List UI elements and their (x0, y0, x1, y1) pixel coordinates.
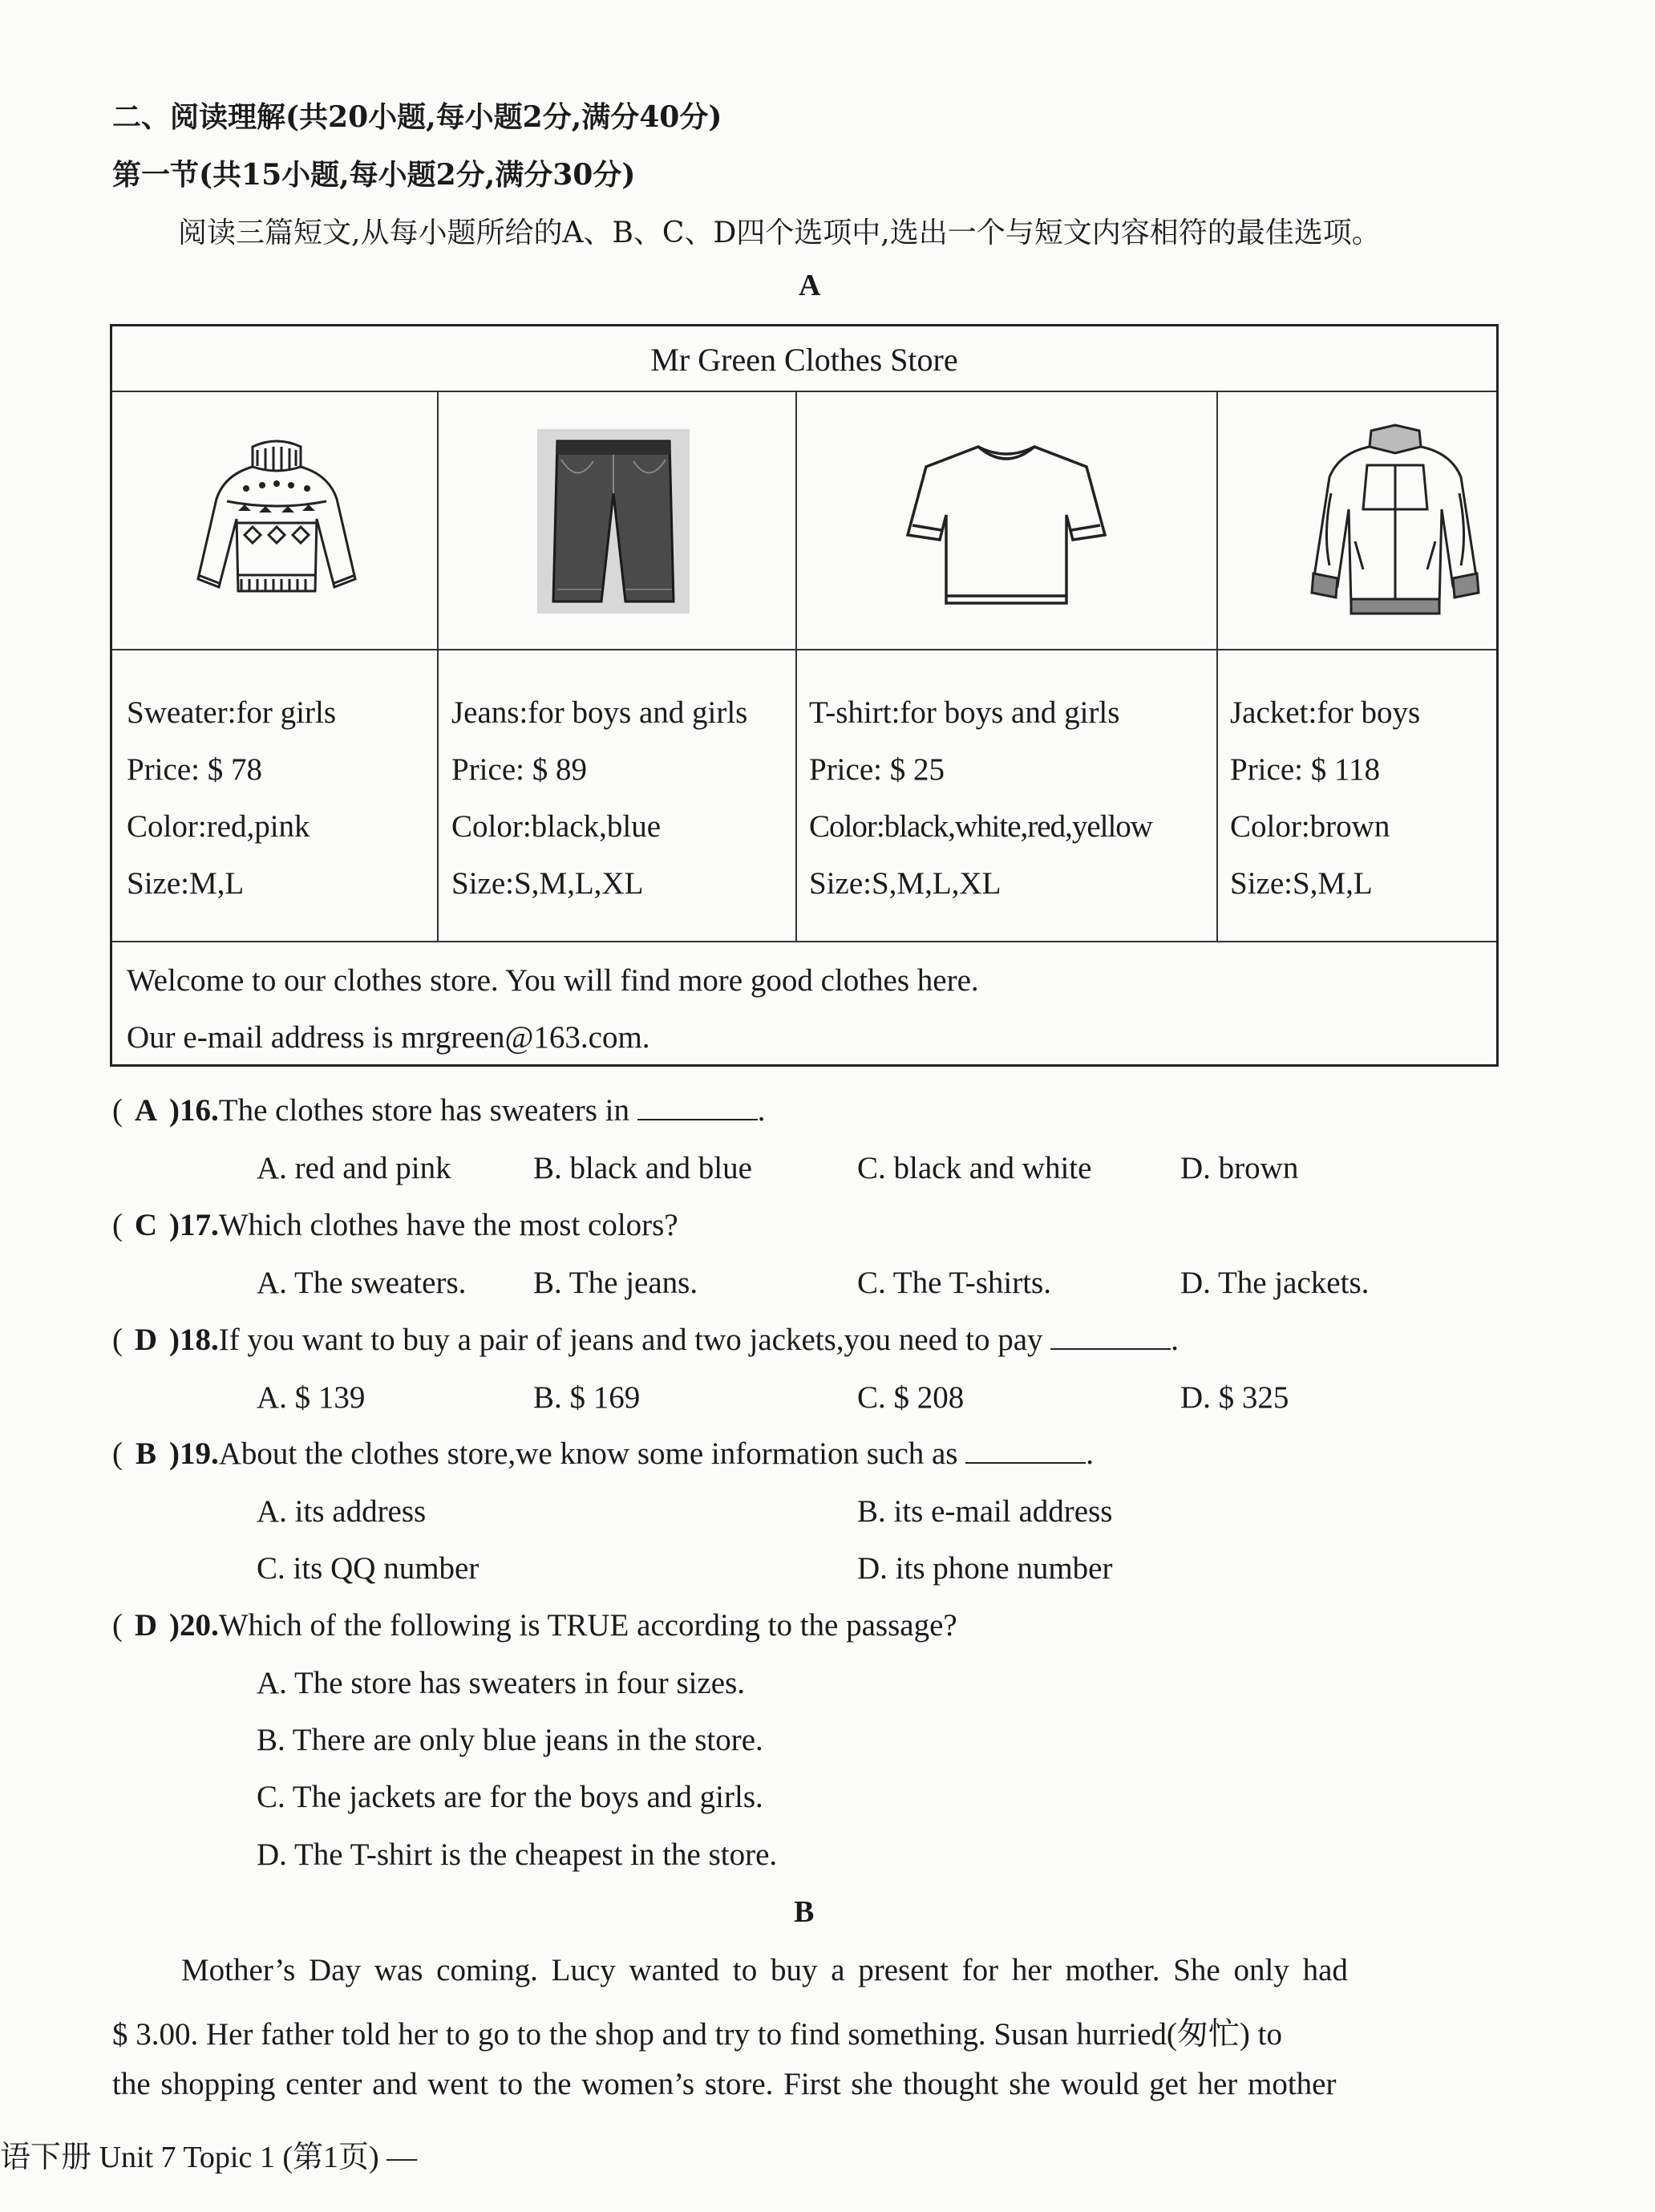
option: C. The T-shirts. (857, 1266, 1051, 1300)
option: A. its address (257, 1494, 427, 1529)
option: B. its e-mail address (857, 1494, 1113, 1529)
option: C. its QQ number (257, 1551, 480, 1586)
option: C. black and white (857, 1151, 1092, 1185)
item-size: Size:M,L (127, 866, 245, 901)
option: D. its phone number (857, 1551, 1113, 1586)
question-16: ( A )16.The clothes store has sweaters in . (112, 1093, 766, 1128)
passage-b-line: $ 3.00. Her father told her to go to the shop and try to find something. Susan hurried(匆忙) to (112, 2017, 1282, 2052)
option: B. There are only blue jeans in the store. (257, 1723, 763, 1757)
item-price: Price: $ 118 (1230, 752, 1381, 787)
option: A. The sweaters. (257, 1266, 467, 1300)
store-footer (127, 952, 979, 1066)
answer-blank (1050, 1324, 1171, 1350)
passage-a-label: A (799, 269, 821, 302)
item-name: Sweater:for girls (127, 695, 337, 730)
footer-line: Welcome to our clothes store. You will find more good clothes here. (127, 963, 979, 998)
item-info (451, 684, 747, 912)
store-name: Mr Green Clothes Store (650, 342, 958, 378)
item-price: Price: $ 78 (127, 752, 262, 787)
item-price: Price: $ 89 (451, 752, 587, 787)
answer: A (134, 1093, 158, 1128)
item-name: Jacket:for boys (1230, 695, 1421, 730)
section-title: 二、阅读理解(共20小题,每小题2分,满分40分) (112, 100, 722, 134)
item-color: Color:black,white,red,yellow (809, 809, 1152, 844)
answer: C (134, 1208, 158, 1242)
option: D. brown (1180, 1151, 1299, 1185)
item-size: Size:S,M,L,XL (451, 866, 644, 901)
store-table (110, 324, 1499, 1067)
option: D. The jackets. (1180, 1266, 1370, 1300)
item-color: Color:brown (1230, 809, 1390, 844)
footer-line: Our e-mail address is mrgreen@163.com. (127, 1020, 650, 1055)
answer-blank (965, 1438, 1086, 1464)
instructions: 阅读三篇短文,从每小题所给的A、B、C、D四个选项中,选出一个与短文内容相符的最佳选项。 (178, 217, 1381, 249)
item-info (809, 684, 1152, 912)
sweater-icon (188, 431, 365, 607)
question-20: ( D )20.Which of the following is TRUE according to the passage? (112, 1608, 957, 1643)
item-name: Jeans:for boys and girls (451, 695, 748, 730)
item-size: Size:S,M,L,XL (809, 866, 1001, 901)
question-17: ( C )17.Which clothes have the most colors? (112, 1208, 678, 1242)
option: A. The store has sweaters in four sizes. (257, 1666, 746, 1700)
answer-blank (637, 1095, 758, 1120)
answer: B (135, 1436, 156, 1471)
answer: D (134, 1323, 158, 1357)
option: C. $ 208 (857, 1380, 965, 1415)
item-info (127, 684, 336, 912)
passage-b-label: B (794, 1895, 815, 1929)
item-color: Color:red,pink (127, 809, 310, 844)
item-name: T-shirt:for boys and girls (809, 695, 1120, 730)
option: C. The jackets are for the boys and girls. (257, 1780, 763, 1814)
answer: D (134, 1608, 158, 1643)
jacket-icon (1307, 421, 1483, 622)
option: D. The T-shirt is the cheapest in the store. (257, 1837, 778, 1872)
option: B. $ 169 (533, 1380, 641, 1415)
option: D. $ 325 (1180, 1380, 1289, 1415)
question-18: ( D )18.If you want to buy a pair of jeans and two jackets,you need to pay . (112, 1323, 1180, 1357)
passage-b-line: the shopping center and went to the women’s store. First she thought she would get her mother (112, 2067, 1337, 2101)
tshirt-icon (906, 439, 1107, 607)
item-info (1230, 684, 1420, 912)
subsection-title: 第一节(共15小题,每小题2分,满分30分) (112, 158, 636, 192)
option: A. red and pink (257, 1151, 451, 1185)
question-19: ( B )19.About the clothes store,we know some information such as . (112, 1436, 1094, 1471)
option: A. $ 139 (257, 1380, 366, 1415)
item-size: Size:S,M,L (1230, 866, 1373, 901)
passage-b-line: Mother’s Day was coming. Lucy wanted to buy a present for her mother. She only had (181, 1953, 1348, 1987)
option: B. The jeans. (533, 1266, 698, 1300)
item-color: Color:black,blue (451, 809, 662, 844)
page-footer: 语下册 Unit 7 Topic 1 (第1页) — (0, 2141, 418, 2174)
option: B. black and blue (533, 1151, 752, 1185)
item-price: Price: $ 25 (809, 752, 945, 787)
jeans-icon (537, 429, 690, 614)
